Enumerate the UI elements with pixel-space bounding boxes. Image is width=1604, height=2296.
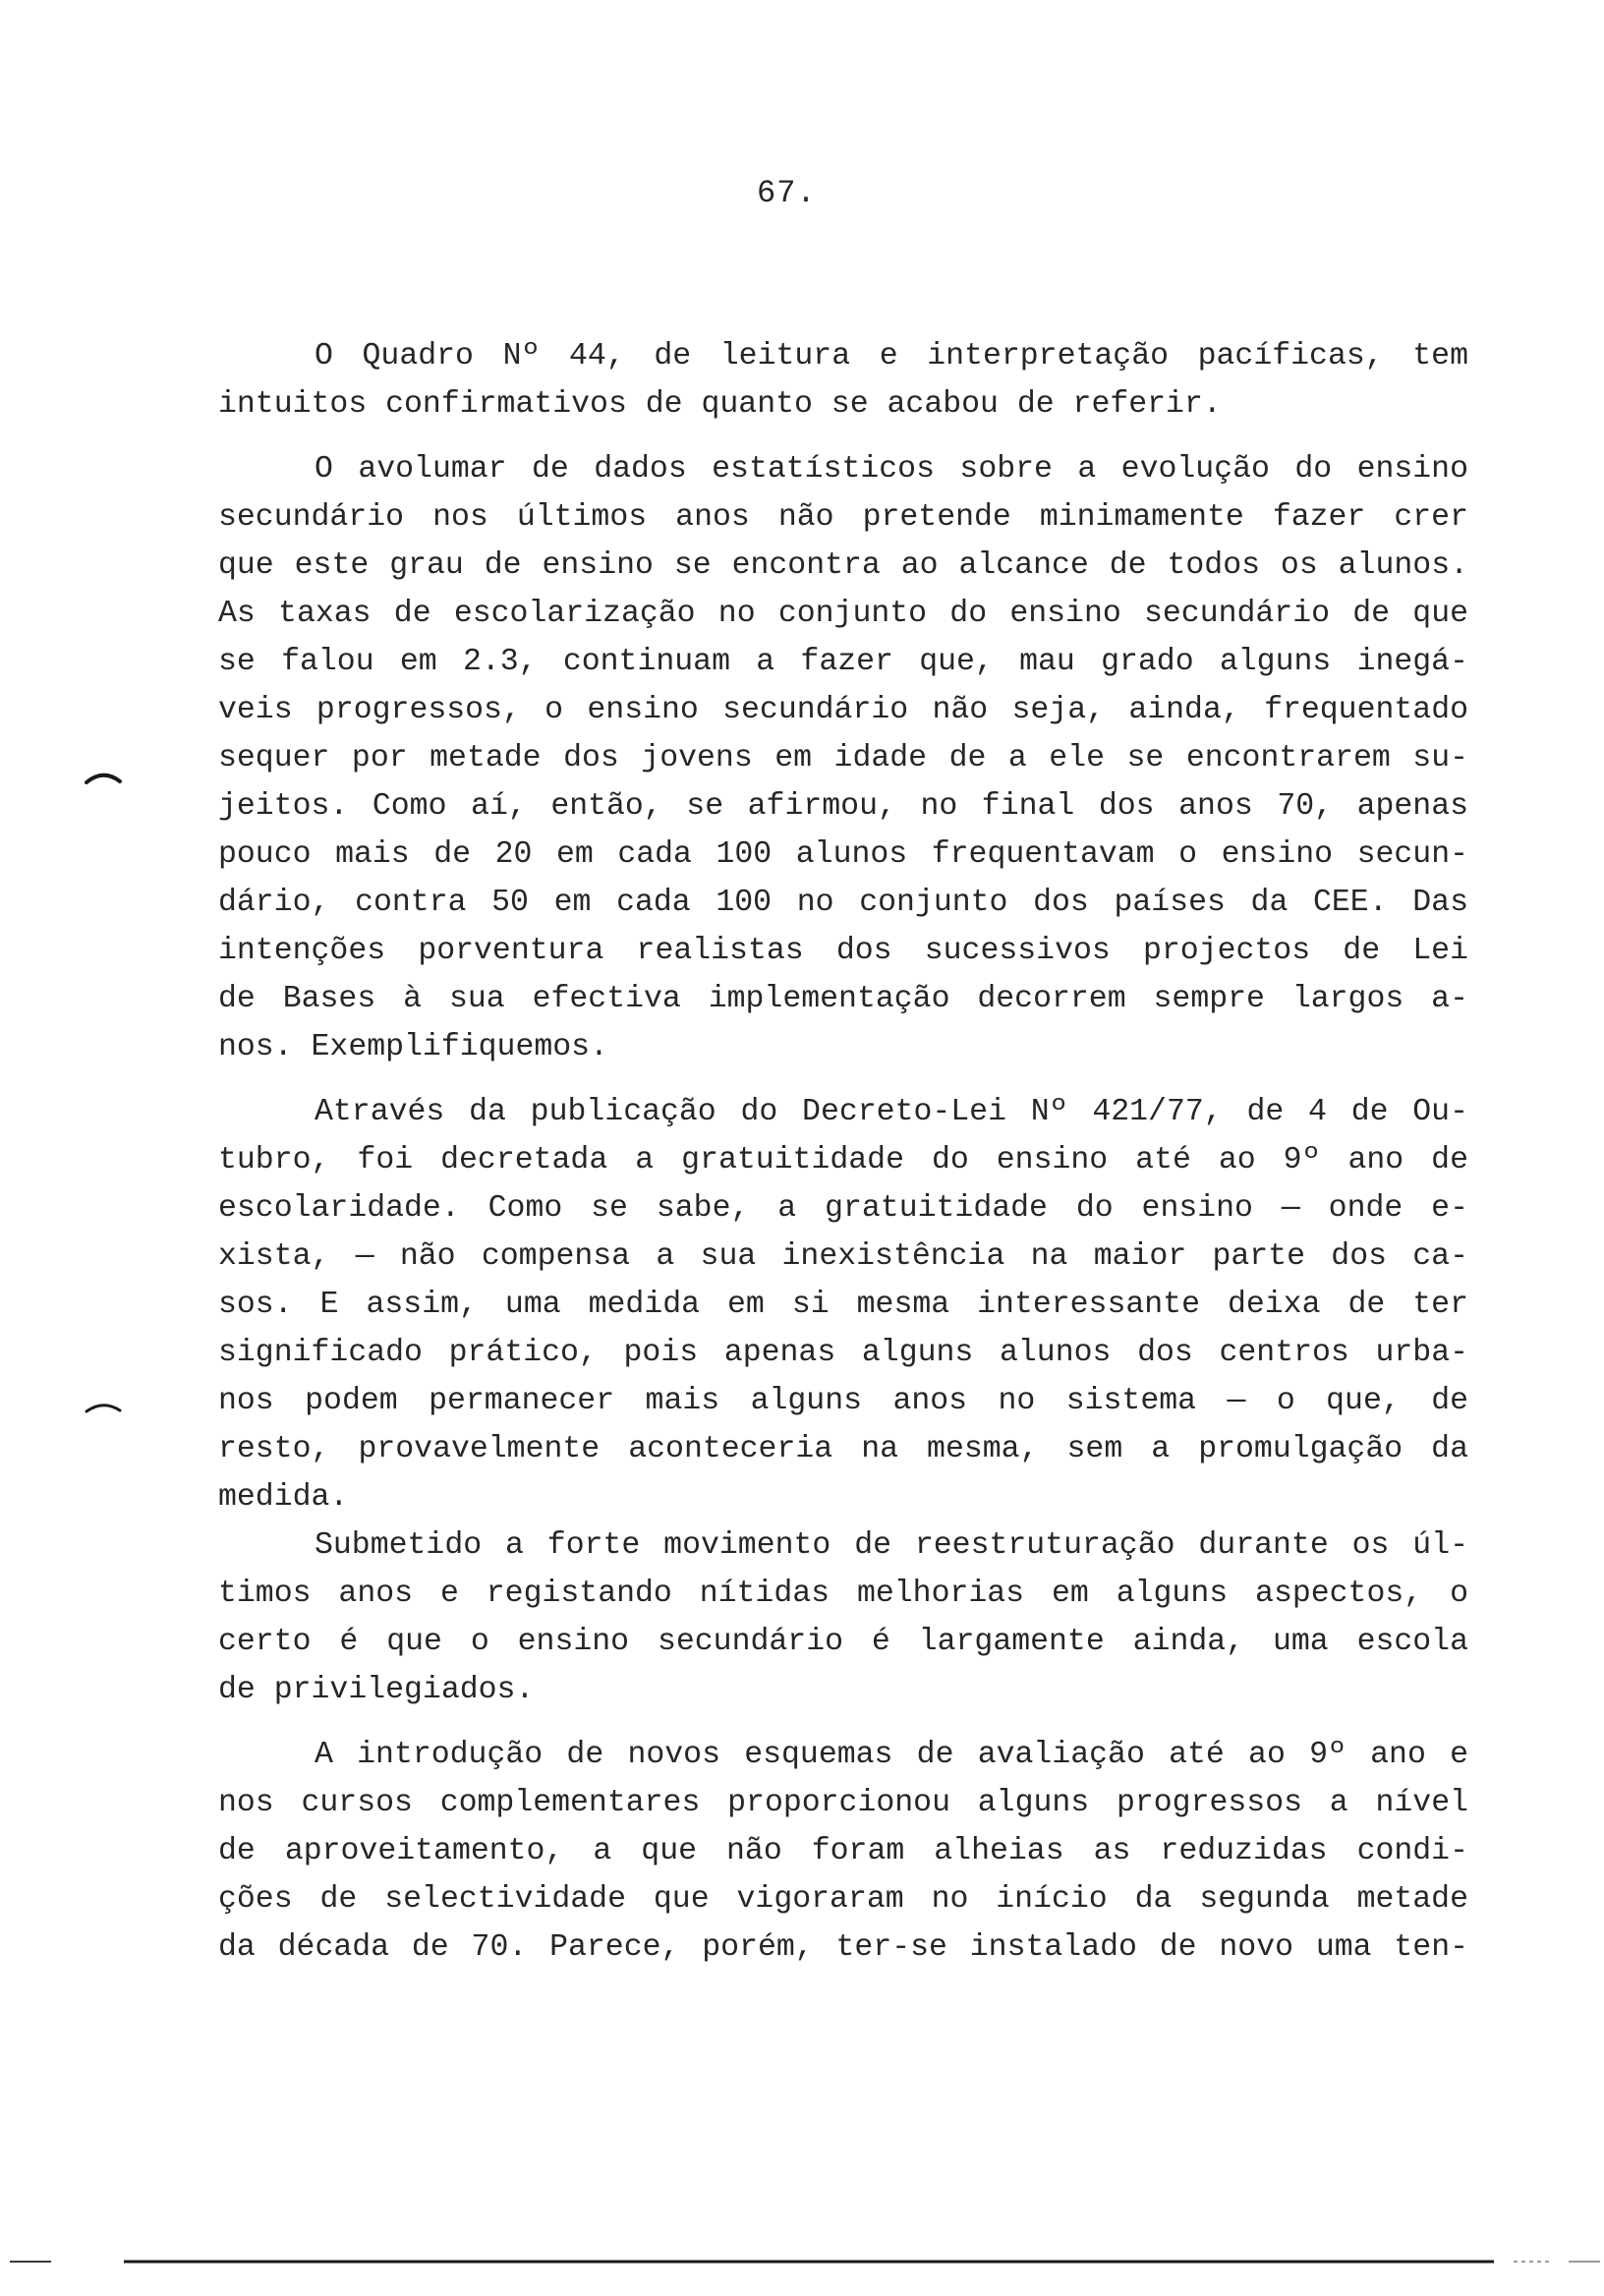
text-line: timos anos e registando nítidas melhorias em alguns aspectos, o	[218, 1577, 1468, 1611]
text-line: secundário nos últimos anos não pretende minimamente fazer crer	[218, 500, 1468, 535]
text-line: xista, — não compensa a sua inexistência na maior parte dos ca-	[218, 1239, 1468, 1274]
document-body	[218, 332, 1468, 1972]
text-line: nos cursos complementares proporcionou alguns progressos a nível	[218, 1786, 1468, 1820]
text-line: significado prático, pois apenas alguns alunos dos centros urba-	[218, 1336, 1468, 1370]
binding-hole-mark	[85, 773, 122, 784]
text-line: O avolumar de dados estatísticos sobre a evolução do ensino	[315, 452, 1468, 487]
text-line: O Quadro Nº 44, de leitura e interpretação pacíficas, tem	[315, 339, 1468, 373]
text-line: medida.	[218, 1480, 349, 1515]
text-line: de privilegiados.	[218, 1673, 535, 1707]
text-line: se falou em 2.3, continuam a fazer que, mau grado alguns inegá-	[218, 645, 1468, 679]
paragraph-5	[218, 1731, 1468, 1972]
text-line: dário, contra 50 em cada 100 no conjunto dos países da CEE. Das	[218, 886, 1468, 920]
text-line: resto, provavelmente aconteceria na mesma, sem a promulgação da	[218, 1432, 1468, 1466]
text-line: certo é que o ensino secundário é largamente ainda, uma escola	[218, 1625, 1468, 1659]
text-line: intenções porventura realistas dos sucessivos projectos de Lei	[218, 934, 1468, 968]
text-line: nos. Exemplifiquemos.	[218, 1030, 608, 1064]
page-bottom-rule	[0, 2254, 1604, 2267]
text-line: ções de selectividade que vigoraram no início da segunda metade	[218, 1882, 1468, 1917]
page-number: 67.	[757, 175, 817, 211]
text-line: que este grau de ensino se encontra ao alcance de todos os alunos.	[218, 548, 1468, 583]
paragraph-4	[218, 1521, 1468, 1714]
text-line: Através da publicação do Decreto-Lei Nº 421/77, de 4 de Ou-	[315, 1095, 1468, 1129]
text-line: intuitos confirmativos de quanto se acabou de referir.	[218, 387, 1222, 422]
paragraph-1	[218, 332, 1468, 429]
text-line: escolaridade. Como se sabe, a gratuitidade do ensino — onde e-	[218, 1191, 1468, 1226]
text-line: sos. E assim, uma medida em si mesma interessante deixa de ter	[218, 1288, 1468, 1322]
text-line: de aproveitamento, a que não foram alheias as reduzidas condi-	[218, 1834, 1468, 1868]
paragraph-3	[218, 1088, 1468, 1521]
text-line: de Bases à sua efectiva implementação decorrem sempre largos a-	[218, 982, 1468, 1016]
text-line: da década de 70. Parece, porém, ter-se instalado de novo uma ten-	[218, 1930, 1468, 1965]
text-line: nos podem permanecer mais alguns anos no sistema — o que, de	[218, 1384, 1468, 1418]
paragraph-2	[218, 445, 1468, 1071]
text-line: Submetido a forte movimento de reestruturação durante os úl-	[315, 1528, 1468, 1563]
text-line: tubro, foi decretada a gratuitidade do ensino até ao 9º ano de	[218, 1143, 1468, 1177]
text-line: As taxas de escolarização no conjunto do ensino secundário de que	[218, 597, 1468, 631]
text-line: A introdução de novos esquemas de avaliação até ao 9º ano e	[315, 1738, 1468, 1772]
binding-hole-mark	[85, 1402, 122, 1413]
text-line: sequer por metade dos jovens em idade de a ele se encontrarem su-	[218, 741, 1468, 775]
text-line: veis progressos, o ensino secundário não seja, ainda, frequentado	[218, 693, 1468, 727]
text-line: pouco mais de 20 em cada 100 alunos frequentavam o ensino secun-	[218, 837, 1468, 872]
text-line: jeitos. Como aí, então, se afirmou, no final dos anos 70, apenas	[218, 789, 1468, 824]
